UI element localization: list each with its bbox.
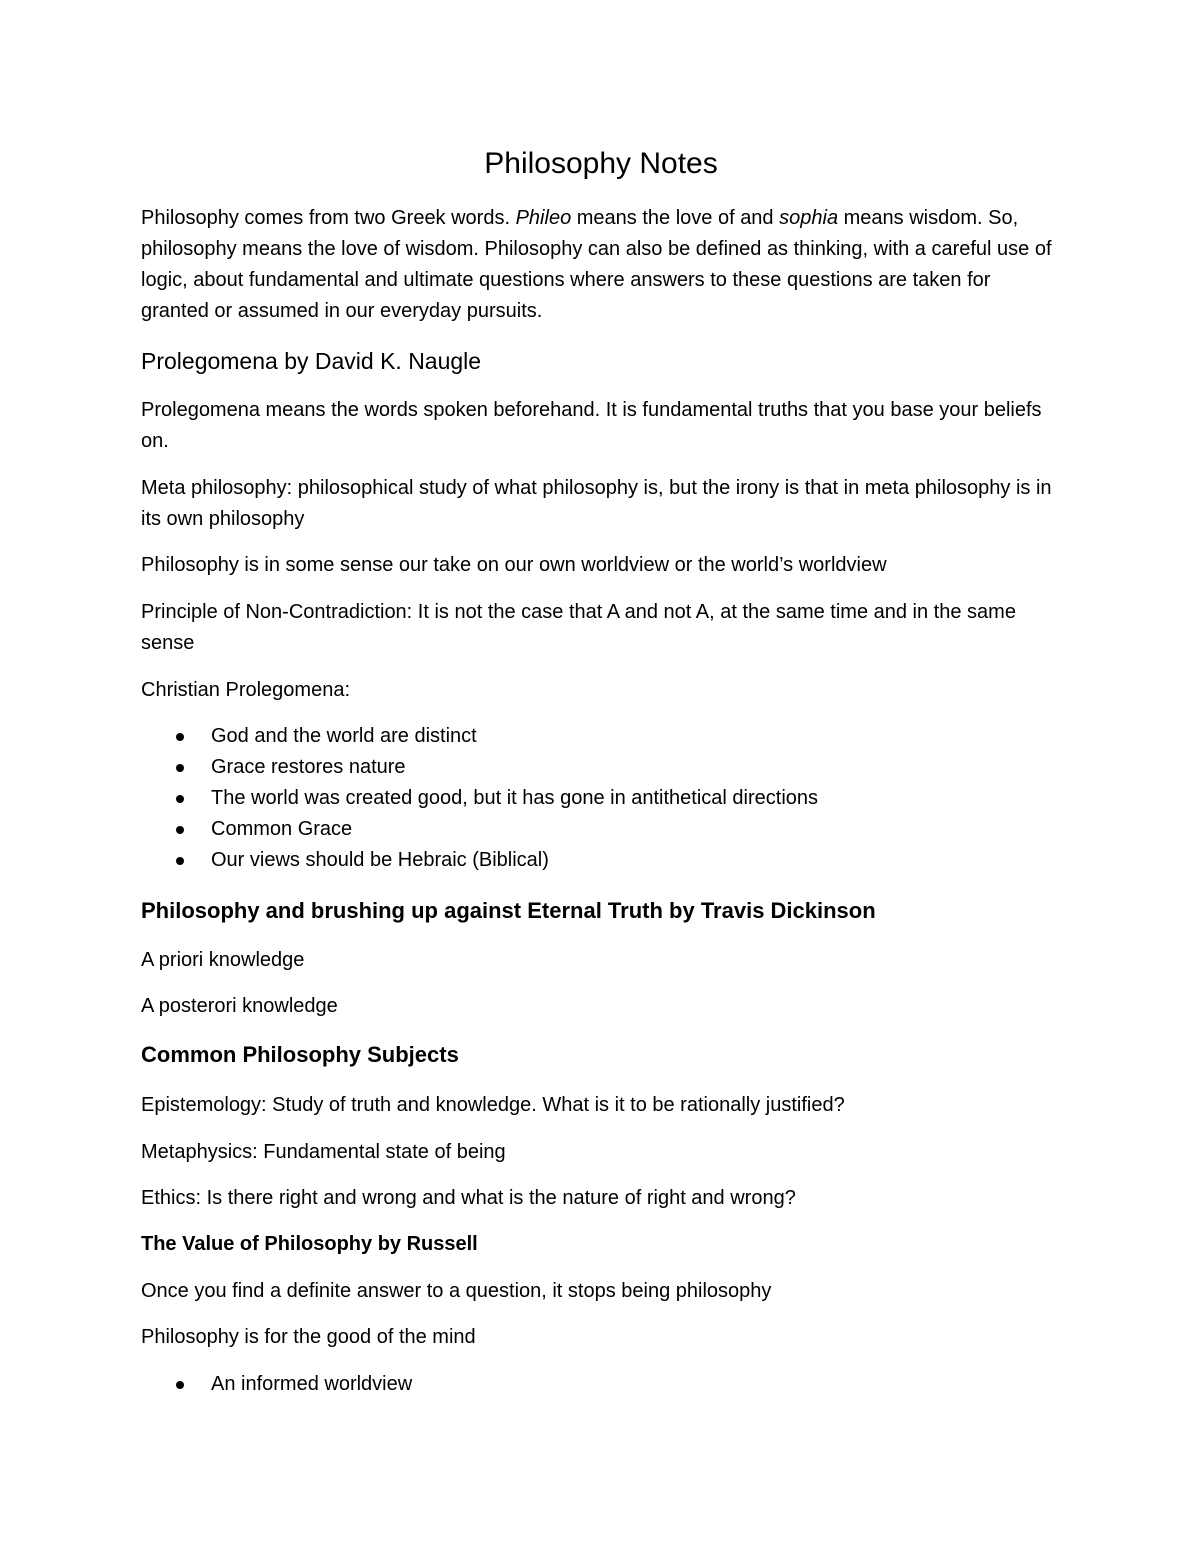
bullet-icon — [176, 826, 184, 834]
a-priori-paragraph: A priori knowledge — [141, 949, 305, 971]
intro-term-phileo: Phileo — [515, 207, 572, 229]
value-list — [141, 1369, 1061, 1400]
heading-value-of-philosophy: The Value of Philosophy by Russell — [141, 1233, 478, 1255]
heading-prolegomena: Prolegomena by David K. Naugle — [141, 348, 482, 374]
ethics-paragraph: Ethics: Is there right and wrong and what is the nature of right and wrong? — [141, 1187, 796, 1209]
list-item: God and the world are distinct — [141, 721, 1061, 752]
list-item: Our views should be Hebraic (Biblical) — [141, 845, 1061, 876]
a-posterori-paragraph: A posterori knowledge — [141, 995, 338, 1017]
prolegomena-definition: Prolegomena means the words spoken beforehand. It is fundamental truths that you base your beliefs on. — [141, 399, 1042, 452]
intro-paragraph — [141, 203, 1061, 327]
list-item: Grace restores nature — [141, 752, 1061, 783]
bullet-icon — [176, 795, 184, 803]
intro-term-sophia: sophia — [779, 207, 839, 229]
bullet-icon — [176, 764, 184, 772]
list-item: The world was created good, but it has gone in antithetical directions — [141, 783, 1061, 814]
bullet-icon — [176, 857, 184, 865]
heading-common-subjects: Common Philosophy Subjects — [141, 1042, 459, 1067]
intro-text-1: Philosophy comes from two Greek words. — [141, 207, 516, 229]
meta-philosophy-paragraph: Meta philosophy: philosophical study of what philosophy is, but the irony is that in meta philosophy is in its own philosophy — [141, 477, 1052, 530]
non-contradiction-paragraph: Principle of Non-Contradiction: It is not the case that A and not A, at the same time and in the same sense — [141, 601, 1016, 654]
christian-prolegomena-list — [141, 721, 1061, 876]
christian-prolegomena-label: Christian Prolegomena: — [141, 679, 350, 701]
worldview-paragraph: Philosophy is in some sense our take on our own worldview or the world’s worldview — [141, 554, 887, 576]
metaphysics-paragraph: Metaphysics: Fundamental state of being — [141, 1141, 506, 1163]
good-of-mind-paragraph: Philosophy is for the good of the mind — [141, 1326, 476, 1348]
epistemology-paragraph: Epistemology: Study of truth and knowledge. What is it to be rationally justified? — [141, 1094, 845, 1116]
definite-answer-paragraph: Once you find a definite answer to a question, it stops being philosophy — [141, 1280, 772, 1302]
intro-text-3: means wisdom. So, philosophy means the love of wisdom. Philosophy can also be defined as thinking, with a careful use of logic, about fundamental and ultimate questions where answers to these questions are taken for granted or assumed in our everyday pursuits. — [141, 207, 1052, 322]
document-title: Philosophy Notes — [484, 147, 718, 180]
list-item: An informed worldview — [141, 1369, 1061, 1400]
bullet-icon — [176, 1381, 184, 1389]
heading-eternal-truth: Philosophy and brushing up against Eternal Truth by Travis Dickinson — [141, 898, 876, 923]
list-item: Common Grace — [141, 814, 1061, 845]
bullet-icon — [176, 733, 184, 741]
intro-text-2: means the love of and — [571, 207, 780, 229]
